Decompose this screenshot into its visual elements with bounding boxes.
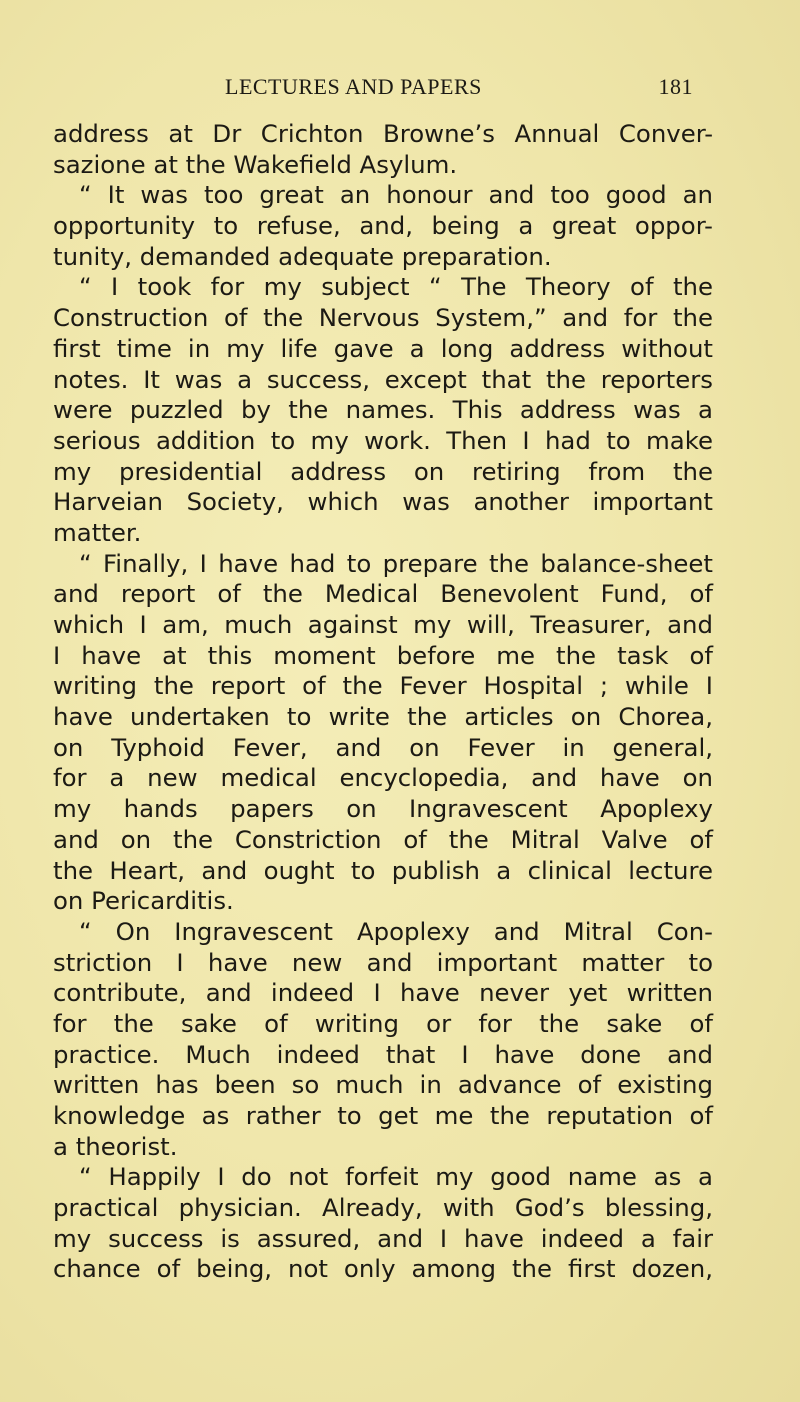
text-line: and report of the Medical Benevolent Fund, of [53,579,713,609]
text-line: address at Dr Crichton Browne’s Annual Conver- [53,119,713,148]
text-line: tunity, demanded adequate preparation. [53,241,552,271]
text-line: the Heart, and ought to publish a clinical lecture [53,855,713,885]
text-line: “ On Ingravescent Apoplexy and Mitral Con- [79,916,713,946]
text-line: “ Finally, I have had to prepare the balance-sheet [79,548,713,578]
running-head [225,74,695,108]
text-line: my success is assured, and I have indeed a fair [53,1223,713,1253]
text-line: for a new medical encyclopedia, and have on [53,763,713,793]
text-line: I have at this moment before me the task of [53,640,713,670]
text-line: a theorist. [53,1131,178,1161]
text-line: writing the report of the Fever Hospital ; while I [53,671,713,701]
text-line: my presidential address on retiring from the [53,456,713,486]
text-line: my hands papers on Ingravescent Apoplexy [53,794,713,824]
text-line: practice. Much indeed that I have done and [53,1039,713,1069]
text-line: sazione at the Wakefield Asylum. [53,149,458,179]
text-line: have undertaken to write the articles on Chorea, [53,702,713,732]
text-line: matter. [53,517,142,547]
text-line: “ It was too great an honour and too good an [79,180,713,210]
page-number: 181 [658,74,693,99]
text-line: on Pericarditis. [53,886,234,916]
text-line: notes. It was a success, except that the reporters [53,364,713,394]
text-line: contribute, and indeed I have never yet written [53,978,713,1008]
text-line: chance of being, not only among the first dozen, [53,1254,713,1284]
body-text [53,119,713,1285]
text-line: striction I have new and important matter to [53,947,713,977]
text-line: Harveian Society, which was another important [53,487,713,517]
running-title: LECTURES AND PAPERS [225,74,482,99]
text-line: opportunity to refuse, and, being a great oppor- [53,211,713,241]
text-line: which I am, much against my will, Treasurer, and [53,610,713,639]
text-line: written has been so much in advance of existing [53,1070,713,1100]
text-line: knowledge as rather to get me the reputation of [53,1101,713,1130]
text-line: serious addition to my work. Then I had to make [53,425,713,455]
text-line: and on the Constriction of the Mitral Valve of [53,824,713,854]
text-line: “ Happily I do not forfeit my good name as a [79,1162,713,1192]
text-line: for the sake of writing or for the sake of [53,1008,713,1038]
text-line: first time in my life gave a long address without [53,333,713,363]
text-line: Construction of the Nervous System,” and for the [53,303,713,333]
text-line: on Typhoid Fever, and on Fever in general, [53,732,713,762]
text-line: practical physician. Already, with God’s blessing, [53,1193,713,1223]
text-line: were puzzled by the names. This address was a [53,395,713,425]
text-line: “ I took for my subject “ The Theory of the [79,272,713,302]
